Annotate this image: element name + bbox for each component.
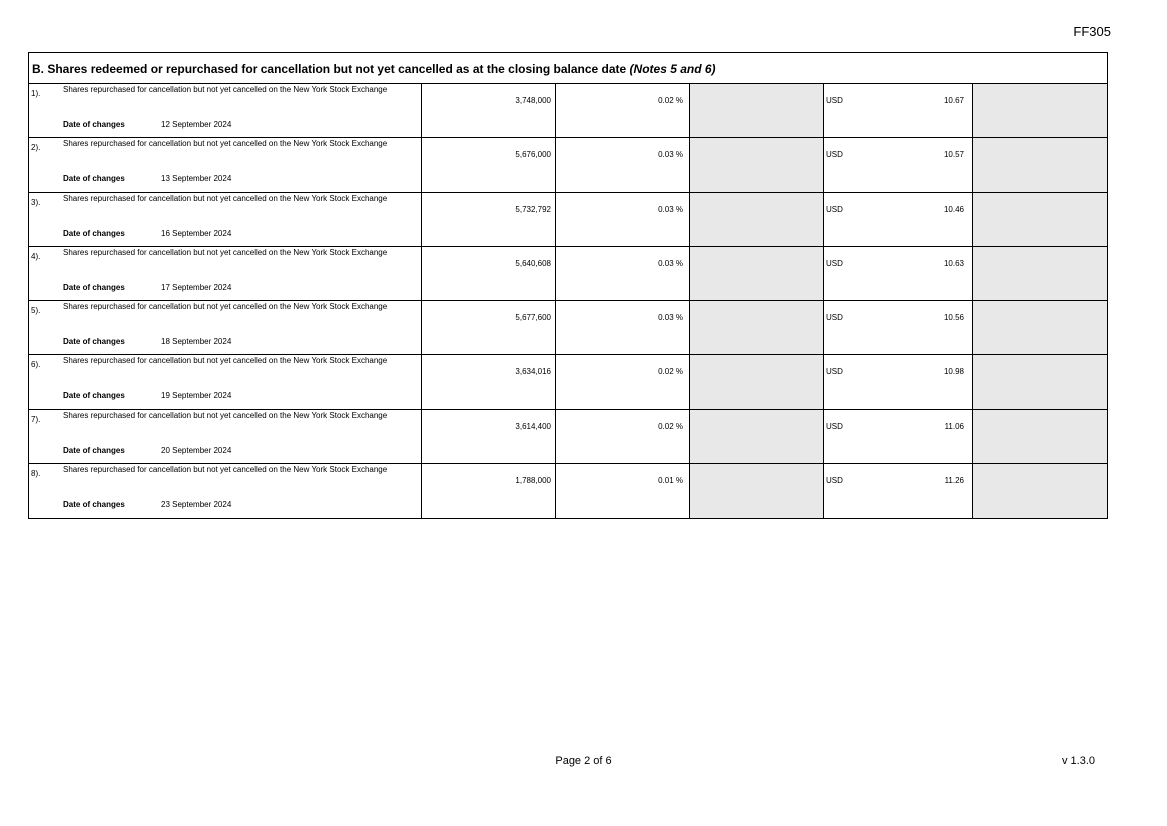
date-of-changes <box>63 337 231 346</box>
blank-shaded-cell <box>690 301 824 354</box>
blank-shaded-cell <box>973 84 1107 137</box>
price-value: 10.56 <box>943 313 964 323</box>
date-label: Date of changes <box>63 282 125 292</box>
currency-code: USD <box>826 421 843 431</box>
price-value: 10.98 <box>943 367 964 377</box>
price-value: 10.63 <box>943 258 964 268</box>
date-value: 23 September 2024 <box>161 500 232 510</box>
shares-value: 3,614,400 <box>515 421 551 431</box>
date-label: Date of changes <box>63 337 125 347</box>
blank-shaded-cell <box>973 301 1107 354</box>
table-row <box>29 464 1107 518</box>
date-label: Date of changes <box>63 391 125 401</box>
currency-code: USD <box>826 150 843 160</box>
percent-cell <box>556 84 690 137</box>
price-value: 10.67 <box>943 96 964 105</box>
blank-shaded-cell <box>690 355 824 408</box>
blank-shaded-cell <box>690 247 824 300</box>
description-cell <box>29 410 422 463</box>
shares-cell <box>422 247 556 300</box>
price-cell <box>824 84 973 137</box>
date-value: 13 September 2024 <box>161 174 232 184</box>
price-value: 10.57 <box>943 150 964 160</box>
row-number: 4). <box>31 251 41 261</box>
percent-value: 0.03 % <box>658 204 683 214</box>
blank-shaded-cell <box>690 410 824 463</box>
table-row <box>29 355 1107 409</box>
row-description: Shares repurchased for cancellation but not yet cancelled on the New York Stock Exchange <box>63 465 388 475</box>
row-description: Shares repurchased for cancellation but not yet cancelled on the New York Stock Exchange <box>63 302 388 312</box>
price-cell <box>824 410 973 463</box>
price-value: 10.46 <box>943 204 964 214</box>
percent-cell <box>556 355 690 408</box>
date-label: Date of changes <box>63 174 125 184</box>
date-value: 20 September 2024 <box>161 445 232 455</box>
version-label: v 1.3.0 <box>1061 755 1095 767</box>
description-cell <box>29 193 422 246</box>
section-notes: (Notes 5 and 6) <box>629 62 716 76</box>
currency-code: USD <box>826 313 843 323</box>
percent-cell <box>556 464 690 518</box>
section-heading: B. Shares redeemed or repurchased for cancellation but not yet cancelled as at the closing balance date <box>32 62 627 76</box>
blank-shaded-cell <box>973 464 1107 518</box>
row-number: 8). <box>31 469 41 479</box>
percent-cell <box>556 193 690 246</box>
percent-value: 0.03 % <box>658 313 683 323</box>
date-of-changes <box>63 283 231 292</box>
blank-shaded-cell <box>690 193 824 246</box>
date-of-changes <box>63 229 231 238</box>
blank-shaded-cell <box>973 410 1107 463</box>
table-row <box>29 247 1107 301</box>
blank-shaded-cell <box>690 84 824 137</box>
shares-cell <box>422 138 556 191</box>
date-label: Date of changes <box>63 120 125 129</box>
table-row <box>29 410 1107 464</box>
currency-code: USD <box>826 367 843 377</box>
description-cell <box>29 301 422 354</box>
shares-cell <box>422 410 556 463</box>
table-row <box>29 301 1107 355</box>
table-row <box>29 84 1107 138</box>
description-cell <box>29 247 422 300</box>
percent-value: 0.02 % <box>658 367 683 377</box>
rows-container <box>29 84 1107 518</box>
date-value: 18 September 2024 <box>161 337 232 347</box>
description-cell <box>29 138 422 191</box>
blank-shaded-cell <box>690 138 824 191</box>
price-cell <box>824 247 973 300</box>
shares-cell <box>422 464 556 518</box>
description-cell <box>29 355 422 408</box>
currency-code: USD <box>826 476 843 486</box>
price-cell <box>824 301 973 354</box>
shares-cell <box>422 193 556 246</box>
row-number: 2). <box>31 143 41 153</box>
section-title <box>29 53 1107 84</box>
percent-value: 0.03 % <box>658 150 683 160</box>
date-value: 19 September 2024 <box>161 391 232 401</box>
row-number: 1). <box>31 89 41 98</box>
price-cell <box>824 193 973 246</box>
row-number: 5). <box>31 306 41 316</box>
table-row <box>29 193 1107 247</box>
shares-value: 5,677,600 <box>515 313 551 323</box>
row-description: Shares repurchased for cancellation but not yet cancelled on the New York Stock Exchange <box>63 247 388 257</box>
row-description: Shares repurchased for cancellation but not yet cancelled on the New York Stock Exchange <box>63 356 388 366</box>
date-label: Date of changes <box>63 445 125 455</box>
percent-cell <box>556 301 690 354</box>
description-cell <box>29 464 422 518</box>
table-row <box>29 138 1107 192</box>
blank-shaded-cell <box>973 247 1107 300</box>
form-code: FF305 <box>1073 24 1111 39</box>
price-cell <box>824 355 973 408</box>
row-description: Shares repurchased for cancellation but not yet cancelled on the New York Stock Exchange <box>63 139 388 149</box>
date-of-changes <box>63 500 231 509</box>
price-value: 11.26 <box>944 476 964 486</box>
price-cell <box>824 464 973 518</box>
date-of-changes <box>63 174 231 183</box>
price-cell <box>824 138 973 191</box>
row-number: 3). <box>31 197 41 207</box>
percent-cell <box>556 410 690 463</box>
date-label: Date of changes <box>63 228 125 238</box>
shares-value: 3,634,016 <box>515 367 551 377</box>
date-of-changes <box>63 391 231 400</box>
shares-value: 1,788,000 <box>515 476 551 486</box>
blank-shaded-cell <box>973 193 1107 246</box>
currency-code: USD <box>826 96 843 105</box>
date-value: 17 September 2024 <box>161 282 232 292</box>
description-cell <box>29 84 422 137</box>
blank-shaded-cell <box>973 355 1107 408</box>
shares-value: 5,732,792 <box>515 204 551 214</box>
row-number: 6). <box>31 360 41 370</box>
date-of-changes <box>63 120 231 129</box>
percent-cell <box>556 138 690 191</box>
percent-value: 0.02 % <box>658 96 683 105</box>
percent-value: 0.02 % <box>658 421 683 431</box>
shares-value: 3,748,000 <box>515 96 551 105</box>
percent-value: 0.03 % <box>658 258 683 268</box>
percent-value: 0.01 % <box>658 476 683 486</box>
row-number: 7). <box>31 414 41 424</box>
shares-cell <box>422 84 556 137</box>
date-label: Date of changes <box>63 500 125 510</box>
row-description: Shares repurchased for cancellation but not yet cancelled on the New York Stock Exchange <box>63 85 388 94</box>
price-value: 11.06 <box>944 421 964 431</box>
date-of-changes <box>63 446 231 455</box>
shares-value: 5,640,608 <box>515 258 551 268</box>
shares-cell <box>422 301 556 354</box>
shares-redeemed-section <box>28 52 1108 519</box>
date-value: 16 September 2024 <box>161 228 232 238</box>
currency-code: USD <box>826 258 843 268</box>
blank-shaded-cell <box>973 138 1107 191</box>
percent-cell <box>556 247 690 300</box>
page-number: Page 2 of 6 <box>555 755 612 767</box>
date-value: 12 September 2024 <box>161 120 232 129</box>
row-description: Shares repurchased for cancellation but not yet cancelled on the New York Stock Exchange <box>63 193 388 203</box>
shares-value: 5,676,000 <box>515 150 551 160</box>
shares-cell <box>422 355 556 408</box>
row-description: Shares repurchased for cancellation but not yet cancelled on the New York Stock Exchange <box>63 410 388 420</box>
blank-shaded-cell <box>690 464 824 518</box>
currency-code: USD <box>826 204 843 214</box>
